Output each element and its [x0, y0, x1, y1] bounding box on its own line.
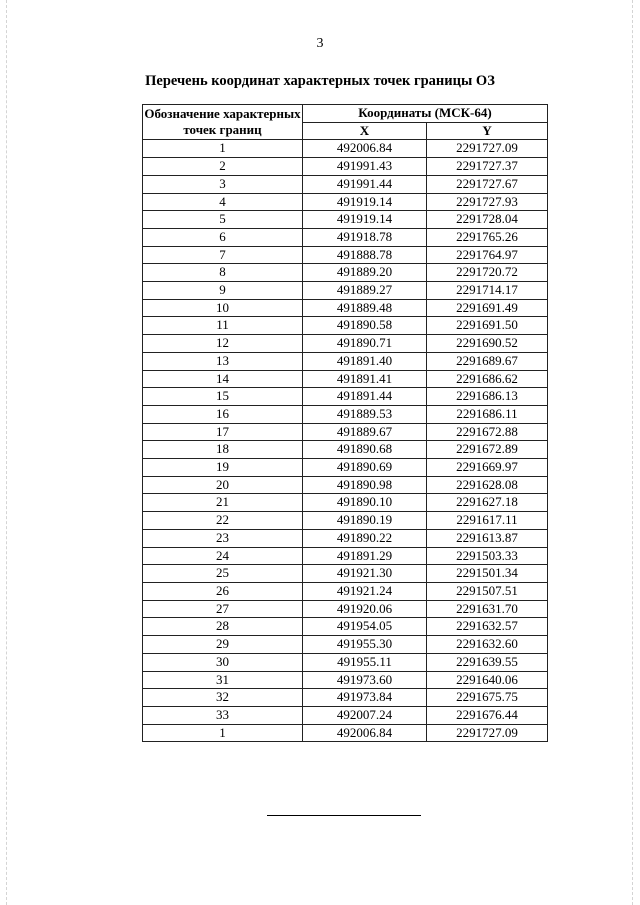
designation-header: Обозначение характерных точек границ	[143, 105, 303, 140]
point-number-cell: 12	[143, 335, 303, 353]
y-coordinate-cell: 2291501.34	[427, 565, 548, 583]
x-coordinate-cell: 491888.78	[303, 246, 427, 264]
point-number-cell: 6	[143, 228, 303, 246]
table-row	[143, 405, 548, 423]
table-row	[143, 529, 548, 547]
x-coordinate-cell: 491890.10	[303, 494, 427, 512]
table-row	[143, 636, 548, 654]
table-row	[143, 459, 548, 477]
x-coordinate-cell: 491889.53	[303, 405, 427, 423]
page-title: Перечень координат характерных точек границы ОЗ	[145, 73, 495, 89]
x-coordinate-cell: 491954.05	[303, 618, 427, 636]
table-row	[143, 175, 548, 193]
x-coordinate-cell: 491889.27	[303, 282, 427, 300]
table-row	[143, 211, 548, 229]
x-coordinate-cell: 491973.84	[303, 689, 427, 707]
y-coordinate-cell: 2291631.70	[427, 600, 548, 618]
right-margin-line	[632, 0, 633, 905]
y-coordinate-cell: 2291727.09	[427, 724, 548, 742]
table-row	[143, 582, 548, 600]
point-number-cell: 25	[143, 565, 303, 583]
table-row	[143, 246, 548, 264]
y-coordinate-cell: 2291691.50	[427, 317, 548, 335]
y-coordinate-cell: 2291503.33	[427, 547, 548, 565]
table-row	[143, 317, 548, 335]
y-coordinate-cell: 2291686.13	[427, 388, 548, 406]
y-coordinate-cell: 2291686.11	[427, 405, 548, 423]
table-row	[143, 724, 548, 742]
y-coordinate-cell: 2291727.37	[427, 158, 548, 176]
table-row	[143, 282, 548, 300]
table-row	[143, 600, 548, 618]
point-number-cell: 1	[143, 724, 303, 742]
table-row	[143, 671, 548, 689]
point-number-cell: 16	[143, 405, 303, 423]
point-number-cell: 1	[143, 140, 303, 158]
x-coordinate-cell: 492007.24	[303, 706, 427, 724]
point-number-cell: 15	[143, 388, 303, 406]
y-coordinate-cell: 2291727.93	[427, 193, 548, 211]
table-row	[143, 228, 548, 246]
y-coordinate-cell: 2291507.51	[427, 582, 548, 600]
point-number-cell: 8	[143, 264, 303, 282]
table-row	[143, 494, 548, 512]
point-number-cell: 22	[143, 512, 303, 530]
point-number-cell: 23	[143, 529, 303, 547]
y-coordinate-cell: 2291628.08	[427, 476, 548, 494]
y-coordinate-cell: 2291714.17	[427, 282, 548, 300]
point-number-cell: 30	[143, 653, 303, 671]
x-coordinate-cell: 491889.48	[303, 299, 427, 317]
y-coordinate-cell: 2291617.11	[427, 512, 548, 530]
point-number-cell: 27	[143, 600, 303, 618]
x-coordinate-cell: 491991.44	[303, 175, 427, 193]
table-row	[143, 140, 548, 158]
point-number-cell: 24	[143, 547, 303, 565]
point-number-cell: 19	[143, 459, 303, 477]
point-number-cell: 28	[143, 618, 303, 636]
point-number-cell: 18	[143, 441, 303, 459]
y-coordinate-cell: 2291639.55	[427, 653, 548, 671]
page-number: 3	[316, 36, 324, 51]
x-coordinate-cell: 491890.69	[303, 459, 427, 477]
y-coordinate-cell: 2291676.44	[427, 706, 548, 724]
y-coordinate-cell: 2291675.75	[427, 689, 548, 707]
point-number-cell: 5	[143, 211, 303, 229]
table-row	[143, 441, 548, 459]
table-row	[143, 565, 548, 583]
table-row	[143, 476, 548, 494]
table-row	[143, 299, 548, 317]
x-coordinate-cell: 491955.30	[303, 636, 427, 654]
x-header: X	[303, 122, 427, 140]
y-coordinate-cell: 2291720.72	[427, 264, 548, 282]
table-row	[143, 547, 548, 565]
x-coordinate-cell: 492006.84	[303, 140, 427, 158]
point-number-cell: 17	[143, 423, 303, 441]
y-coordinate-cell: 2291627.18	[427, 494, 548, 512]
point-number-cell: 2	[143, 158, 303, 176]
y-coordinate-cell: 2291632.57	[427, 618, 548, 636]
point-number-cell: 14	[143, 370, 303, 388]
point-number-cell: 9	[143, 282, 303, 300]
x-coordinate-cell: 491920.06	[303, 600, 427, 618]
table-row	[143, 689, 548, 707]
y-coordinate-cell: 2291632.60	[427, 636, 548, 654]
x-coordinate-cell: 491890.98	[303, 476, 427, 494]
y-coordinate-cell: 2291672.89	[427, 441, 548, 459]
x-coordinate-cell: 491890.22	[303, 529, 427, 547]
point-number-cell: 3	[143, 175, 303, 193]
point-number-cell: 29	[143, 636, 303, 654]
x-coordinate-cell: 491891.40	[303, 352, 427, 370]
x-coordinate-cell: 491919.14	[303, 193, 427, 211]
signature-line	[267, 815, 421, 816]
x-coordinate-cell: 491955.11	[303, 653, 427, 671]
table-row	[143, 618, 548, 636]
x-coordinate-cell: 491890.19	[303, 512, 427, 530]
point-number-cell: 13	[143, 352, 303, 370]
point-number-cell: 7	[143, 246, 303, 264]
y-coordinate-cell: 2291728.04	[427, 211, 548, 229]
point-number-cell: 11	[143, 317, 303, 335]
table-row	[143, 423, 548, 441]
table-row	[143, 370, 548, 388]
y-coordinate-cell: 2291764.97	[427, 246, 548, 264]
table-row	[143, 158, 548, 176]
y-coordinate-cell: 2291686.62	[427, 370, 548, 388]
x-coordinate-cell: 491919.14	[303, 211, 427, 229]
y-coordinate-cell: 2291727.09	[427, 140, 548, 158]
x-coordinate-cell: 491891.44	[303, 388, 427, 406]
table-row	[143, 335, 548, 353]
x-coordinate-cell: 491921.24	[303, 582, 427, 600]
y-coordinate-cell: 2291669.97	[427, 459, 548, 477]
y-coordinate-cell: 2291613.87	[427, 529, 548, 547]
coordinates-table	[142, 104, 548, 742]
x-coordinate-cell: 491890.68	[303, 441, 427, 459]
point-number-cell: 21	[143, 494, 303, 512]
x-coordinate-cell: 492006.84	[303, 724, 427, 742]
table-row	[143, 264, 548, 282]
x-coordinate-cell: 491889.20	[303, 264, 427, 282]
table-row	[143, 193, 548, 211]
x-coordinate-cell: 491891.41	[303, 370, 427, 388]
x-coordinate-cell: 491890.71	[303, 335, 427, 353]
y-coordinate-cell: 2291765.26	[427, 228, 548, 246]
point-number-cell: 26	[143, 582, 303, 600]
point-number-cell: 32	[143, 689, 303, 707]
x-coordinate-cell: 491921.30	[303, 565, 427, 583]
x-coordinate-cell: 491891.29	[303, 547, 427, 565]
table-row	[143, 352, 548, 370]
table-header-row	[143, 105, 548, 123]
point-number-cell: 33	[143, 706, 303, 724]
point-number-cell: 31	[143, 671, 303, 689]
point-number-cell: 10	[143, 299, 303, 317]
table-row	[143, 388, 548, 406]
y-header: Y	[427, 122, 548, 140]
x-coordinate-cell: 491991.43	[303, 158, 427, 176]
point-number-cell: 4	[143, 193, 303, 211]
x-coordinate-cell: 491890.58	[303, 317, 427, 335]
table-row	[143, 653, 548, 671]
y-coordinate-cell: 2291691.49	[427, 299, 548, 317]
y-coordinate-cell: 2291672.88	[427, 423, 548, 441]
table-body	[143, 140, 548, 742]
table-row	[143, 706, 548, 724]
x-coordinate-cell: 491889.67	[303, 423, 427, 441]
y-coordinate-cell: 2291640.06	[427, 671, 548, 689]
left-margin-line	[6, 0, 7, 905]
y-coordinate-cell: 2291690.52	[427, 335, 548, 353]
table-row	[143, 512, 548, 530]
coordinates-header: Координаты (МСК-64)	[303, 105, 548, 123]
y-coordinate-cell: 2291689.67	[427, 352, 548, 370]
x-coordinate-cell: 491918.78	[303, 228, 427, 246]
x-coordinate-cell: 491973.60	[303, 671, 427, 689]
y-coordinate-cell: 2291727.67	[427, 175, 548, 193]
point-number-cell: 20	[143, 476, 303, 494]
